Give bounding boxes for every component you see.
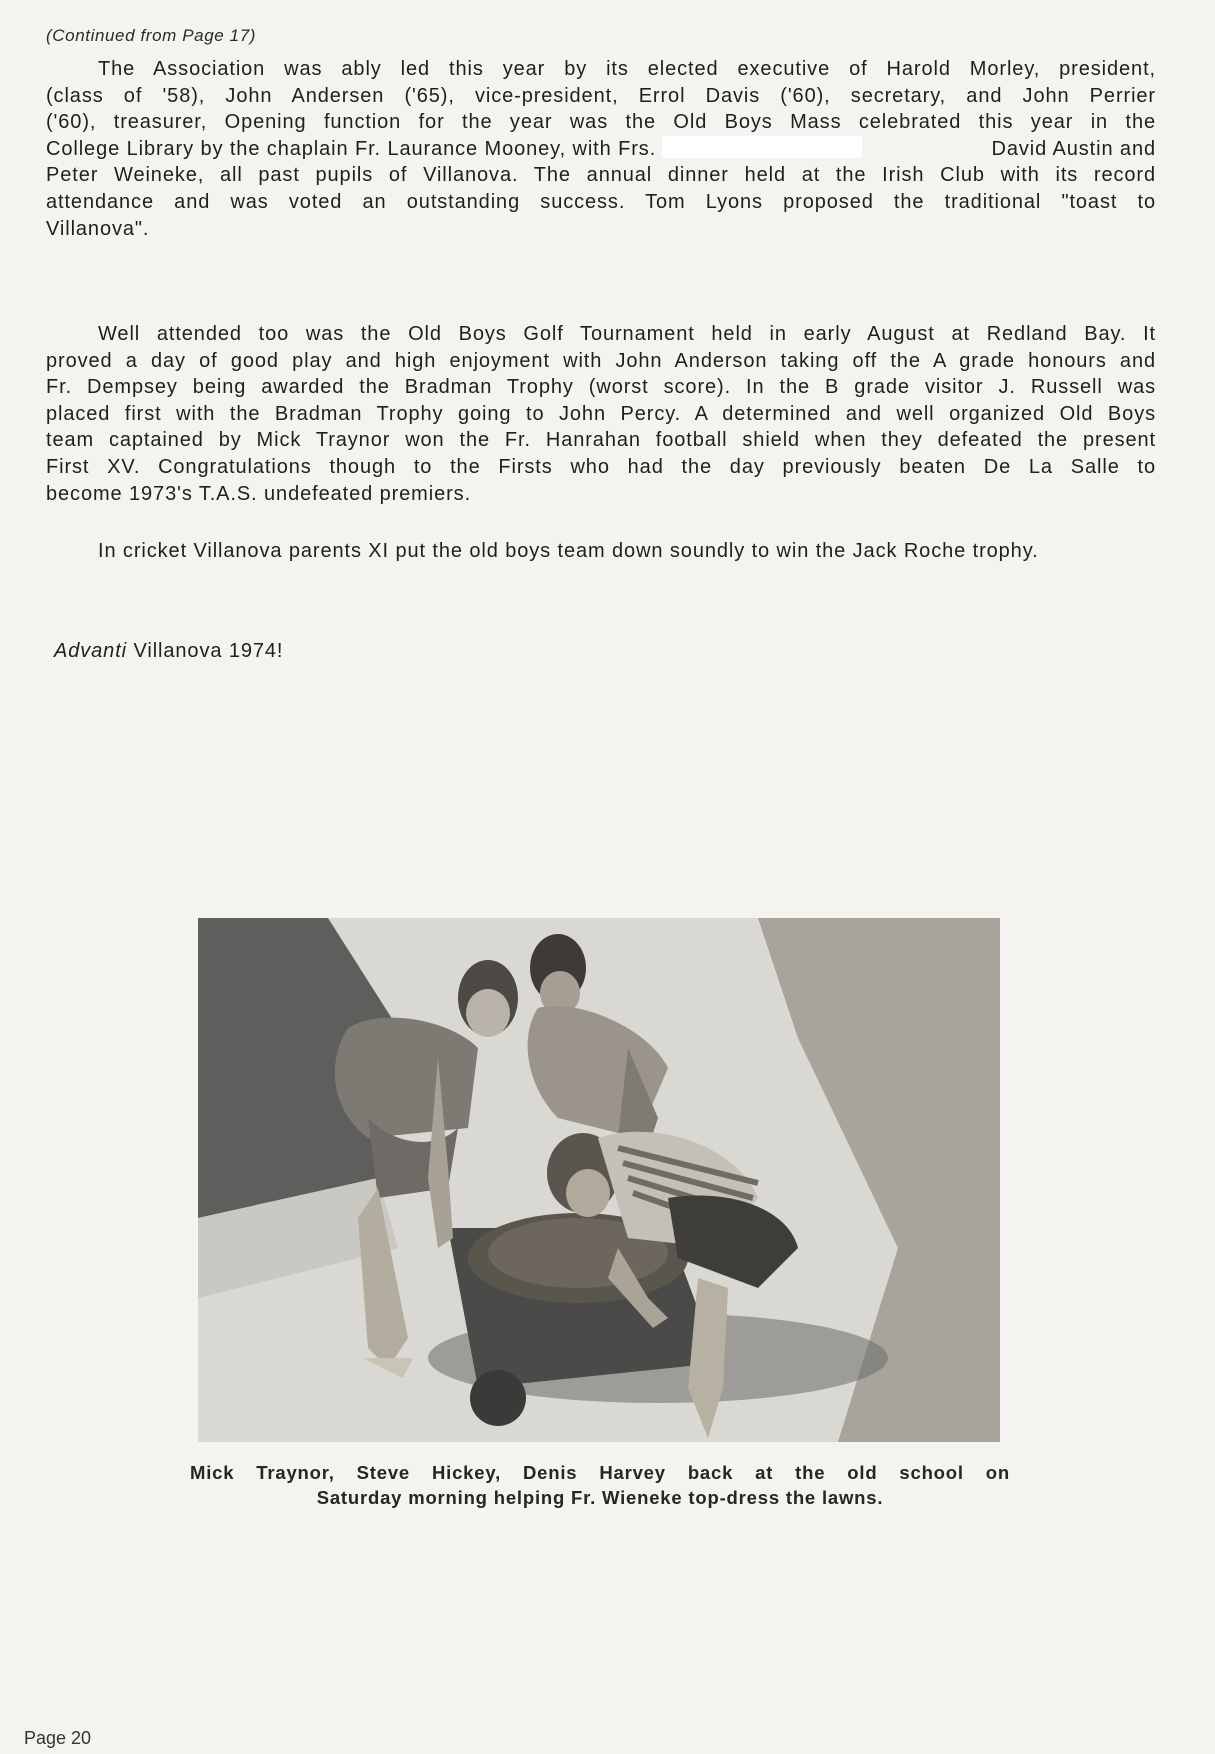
redaction-box [662,136,862,158]
photo-caption [190,1460,1010,1510]
photograph [198,918,1000,1442]
text-line: First XV. Congratulations though to the Firsts who had the day previously beaten De La Salle to [46,455,1156,478]
text-line: Fr. Dempsey being awarded the Bradman Trophy (worst score). In the B grade visitor J. Russell was [46,376,1156,399]
text-line: proved a day of good play and high enjoyment with John Anderson taking off the A grade honours and [46,349,1156,372]
text-fragment: David Austin and [991,137,1156,160]
closing-italic: Advanti [54,640,128,662]
page-number: Page 20 [24,1728,92,1748]
paragraph-golf [46,321,1156,507]
continued-note: (Continued from Page 17) [46,26,257,45]
caption-line: Mick Traynor, Steve Hickey, Denis Harvey back at the old school on [190,1462,1010,1483]
paragraph-cricket [46,538,1156,565]
text-line: ('60), treasurer, Opening function for the year was the Old Boys Mass celebrated this year in the [46,111,1156,134]
text-fragment: College Library by the chaplain Fr. Laurance Mooney, with Frs. [46,137,657,160]
text-line: The Association was ably led this year by its elected executive of Harold Morley, president, [98,58,1156,80]
caption-line: Saturday morning helping Fr. Wieneke top-dress the lawns. [316,1487,884,1508]
text-line: become 1973's T.A.S. undefeated premiers. [46,482,472,505]
text-line: Well attended too was the Old Boys Golf Tournament held in early August at Redland Bay. It [98,323,1156,345]
paragraph-association [46,56,1156,242]
photograph-illustration [198,918,1000,1442]
text-line: attendance and was voted an outstanding success. Tom Lyons proposed the traditional "toast to [46,190,1156,213]
text-line-with-redaction [46,136,1156,163]
text-line: (class of '58), John Andersen ('65), vice-president, Errol Davis ('60), secretary, and John Perrier [46,84,1156,107]
text-line: Peter Weineke, all past pupils of Villanova. The annual dinner held at the Irish Club with its record [46,164,1156,187]
closing-rest: Villanova 1974! [127,640,284,662]
text-line: team captained by Mick Traynor won the Fr. Hanrahan football shield when they defeated the present [46,429,1156,452]
text-line: In cricket Villanova parents XI put the old boys team down soundly to win the Jack Roche trophy. [98,540,1039,562]
closing-line [54,640,283,663]
text-line: placed first with the Bradman Trophy going to John Percy. A determined and well organized Old Boys [46,402,1156,425]
text-line: Villanova". [46,217,150,240]
